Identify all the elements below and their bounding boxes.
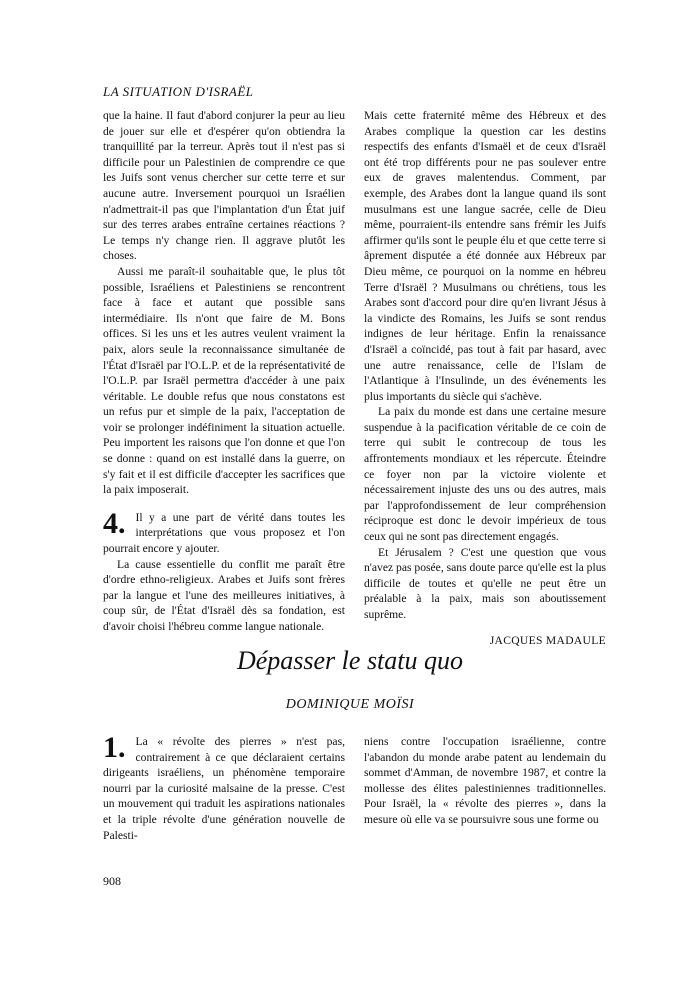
article-title: Dépasser le statu quo xyxy=(236,646,464,675)
paragraph: Aussi me paraît-il souhaitable que, le plus tôt possible, Israéliens et Palestiniens se rencontrent face à face et autant que possible sans intermédiaire. Ils n'ont que faire de M. Bons offices. Si les uns et les autres veulent vraiment la paix, alors seule la reconnaissance simultanée de l'État d'Israël par l'O.L.P. et de la représentativité de l'O.L.P. par Israël permettra d'accéder à une paix véritable. Le double refus que nous constatons est un refus pur et simple de la paix, l'acceptation de voir se prolonger indéfiniment la situation actuelle. Peu importent les raisons que l'on donne et que l'on se donne : quand on est installé dans la guerre, on s'y fait et il est difficile d'accepter les sacrifices que la paix imposerait. xyxy=(103,264,345,497)
column-right-bottom xyxy=(364,734,606,828)
paragraph: Et Jérusalem ? C'est une question que vous n'avez pas posée, sans doute parce qu'elle est la plus difficile de toutes et qu'elle ne peut être un préalable à la paix, mais son aboutissement suprême. xyxy=(364,545,606,621)
article-author: DOMINIQUE MOÏSI xyxy=(285,697,415,712)
column-left-bottom xyxy=(103,731,345,843)
paragraph: La cause essentielle du conflit me paraît être d'ordre ethno-religieux. Arabes et Juifs sont frères par la langue et l'une des meilleures initiatives, à coup sûr, de l'État d'Israël dès sa fondation, est d'avoir choisi l'hébreu comme langue nationale. xyxy=(103,557,345,633)
paragraph: que la haine. Il faut d'abord conjurer la peur au lieu de jouer sur elle et d'espérer qu'on obtiendra la tranquillité par la terreur. Après tout il n'est pas si difficile pour un Palestinien de comprendre ce que les Juifs sont venus chercher sur cette terre et sur aucune autre. Inversement pourquoi un Israélien n'admettrait-il pas que l'implantation d'un État juif sur des terres arabes entraîne certaines réactions ? Le temps n'y change rien. Il aggrave plutôt les choses. xyxy=(103,109,345,263)
page-number: 908 xyxy=(103,874,121,888)
question-number-1: 1. xyxy=(103,731,126,764)
paragraph: niens contre l'occupation israélienne, contre l'abandon du monde arabe patent au lendemain du sommet d'Amman, de novembre 1987, et contre la mollesse des élites palestiniennes traditionnelles. Pour Israël, la « révolte des pierres », dans la mesure où elle va se poursuivre sous une forme ou xyxy=(364,735,606,826)
question-4-text: Il y a une part de vérité dans toutes les interprétations que vous proposez et l'on pourrait encore y ajouter. xyxy=(103,510,345,556)
running-title: LA SITUATION D'ISRAËL xyxy=(103,84,254,99)
question-number-4: 4. xyxy=(103,506,126,540)
paragraph: Mais cette fraternité même des Hébreux et des Arabes complique la question car les destins respectifs des enfants d'Ismaël et de ceux d'Israël ont été trop différents pour ne pas soulever entre eux de graves malentendus. Comment, par exemple, des Arabes dont la langue quand ils sont musulmans est une langue sacrée, celle de Dieu même, pourraient-ils entendre sans frémir les Juifs affirmer qu'ils sont le peuple élu et que cette terre si âprement disputée a été donnée aux Hébreux par Dieu même, ce pourquoi on la nomme en hébreu Terre d'Israël ? Musulmans ou chrétiens, tous les Arabes sont d'accord pour dire qu'en livrant Jésus à la vindicte des Romains, les Juifs se sont rendus indignes de leur héritage. Enfin la renaissance d'Israël a coïncidé, pas tout à fait par hasard, avec une autre renaissance, celle de l'Islam de l'Atlantique à l'Insulinde, un des événements les plus importants du siècle qui s'achève. xyxy=(364,109,606,403)
paragraph: La paix du monde est dans une certaine mesure suspendue à la pacification véritable de ce coin de terre qui subit le contrecoup de tous les affrontements mondiaux et les répercute. Éteindre ce foyer non par la victoire violente et nécessairement injuste des uns ou des autres, mais par l'approfondissement de leur compréhension réciproque est donc le devoir impérieux de tous ceux qui ne sont pas directement engagés. xyxy=(364,405,606,544)
column-right-top xyxy=(364,108,606,648)
author-signature: JACQUES MADAULE xyxy=(489,633,606,647)
question-4-paragraph xyxy=(103,506,345,557)
question-1-paragraph xyxy=(103,731,345,843)
question-1-text: La « révolte des pierres » n'est pas, contrairement à ce que déclaraient certains dirigeants israéliens, un phénomène temporaire nourri par la curiosité malsaine de la presse. C'est un mouvement qui traduit les aspirations nationales et la triple révolte d'une génération nouvelle de Palesti- xyxy=(103,735,345,842)
column-left-top xyxy=(103,108,345,635)
